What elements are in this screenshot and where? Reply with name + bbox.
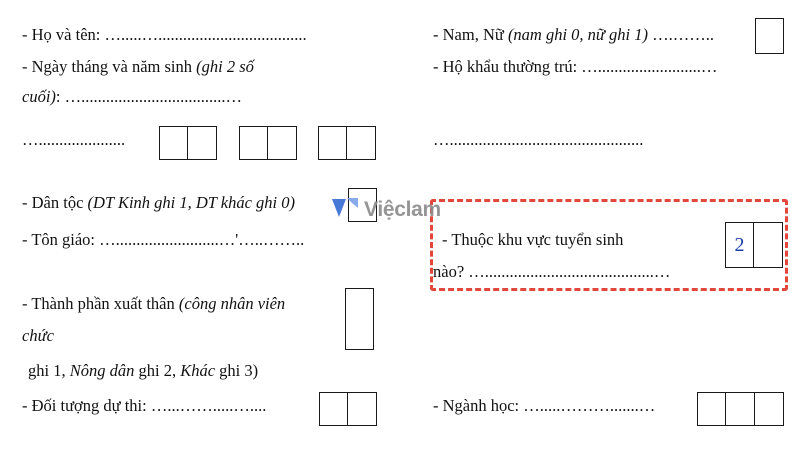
answer-cell-value	[319, 127, 346, 159]
answer-box-gender[interactable]	[755, 18, 784, 54]
field-permanent-residence: - Hộ khẩu thường trú: ….........................…	[433, 57, 718, 76]
field-admission-region-cont: nào? ….........................................…	[433, 262, 671, 281]
answer-box-birth-day[interactable]	[159, 126, 217, 160]
answer-cell[interactable]	[159, 126, 188, 160]
field-gender	[433, 25, 714, 45]
field-gender-label: - Nam, Nữ	[433, 25, 508, 44]
answer-cell-value	[698, 393, 725, 425]
field-birthdate-note-cont: cuối)	[22, 87, 56, 106]
field-ethnicity	[22, 193, 295, 213]
field-gender-note: (nam ghi 0, nữ ghi 1)	[507, 25, 649, 44]
answer-cell[interactable]	[755, 18, 784, 54]
answer-cell[interactable]	[239, 126, 268, 160]
answer-cell[interactable]	[268, 126, 297, 160]
answer-cell[interactable]	[345, 288, 374, 350]
field-ethnicity-label: - Dân tộc	[22, 193, 88, 212]
field-major: - Ngành học: ….....……….......…	[433, 396, 656, 415]
answer-box-exam-subject-group[interactable]	[319, 392, 377, 426]
field-birthdate	[22, 57, 254, 77]
field-full-name: - Họ và tên: ….....…....................................	[22, 25, 307, 44]
answer-cell-value	[726, 393, 754, 425]
answer-box-birth-year[interactable]	[318, 126, 376, 160]
answer-cell-value	[320, 393, 347, 425]
social-origin-part-2: Nông dân	[69, 361, 135, 380]
field-birthdate-dots-line: ….....................	[22, 130, 126, 149]
answer-cell-value	[347, 127, 375, 159]
answer-cell[interactable]	[347, 126, 376, 160]
field-ethnicity-note: (DT Kinh ghi 1, DT khác ghi 0)	[87, 193, 296, 212]
answer-cell-value: 2	[734, 234, 745, 256]
social-origin-part-3: ghi 2,	[134, 361, 181, 380]
highlight-annotation-box	[430, 199, 788, 291]
field-permanent-residence-dots: …...............................................	[433, 130, 644, 149]
answer-cell[interactable]	[348, 392, 377, 426]
answer-cell-value	[188, 127, 216, 159]
answer-cell-value	[240, 127, 267, 159]
answer-cell[interactable]	[726, 392, 755, 426]
answer-cell-value	[346, 289, 373, 349]
field-birthdate-note: (ghi 2 số	[196, 57, 254, 76]
field-exam-subject-group: - Đối tượng dự thi: …...…….....…....	[22, 396, 267, 415]
answer-cell-value	[756, 19, 783, 53]
social-origin-part-1: ghi 1,	[28, 361, 70, 380]
answer-cell[interactable]	[755, 392, 784, 426]
answer-cell-value	[755, 393, 783, 425]
social-origin-part-5: ghi 3)	[215, 361, 259, 380]
field-birthdate-label: - Ngày tháng và năm sinh	[22, 57, 197, 76]
answer-cell[interactable]	[697, 392, 726, 426]
answer-box-major[interactable]	[697, 392, 784, 426]
answer-cell-value	[348, 393, 376, 425]
answer-box-birth-month[interactable]	[239, 126, 297, 160]
watermark-logo-icon	[330, 196, 360, 224]
answer-cell-value	[268, 127, 296, 159]
watermark	[330, 196, 441, 224]
field-social-origin-note-3	[28, 361, 258, 381]
answer-cell[interactable]	[319, 392, 348, 426]
answer-cell-value	[160, 127, 187, 159]
answer-cell[interactable]	[318, 126, 347, 160]
field-social-origin-note-2: chức	[22, 326, 54, 345]
field-social-origin-note: (công nhân viên	[178, 294, 286, 313]
watermark-text: Việclam	[364, 198, 441, 221]
social-origin-part-4: Khác	[180, 361, 216, 380]
answer-cell[interactable]	[188, 126, 217, 160]
field-religion: - Tôn giáo: ….........................…'…..……..	[22, 230, 305, 249]
field-social-origin	[22, 294, 285, 314]
field-admission-region: - Thuộc khu vực tuyển sinh	[442, 230, 624, 249]
field-birthdate-cont	[22, 87, 242, 107]
field-birthdate-dots: : …...................................…	[55, 87, 242, 106]
answer-box-social-origin[interactable]	[345, 288, 374, 350]
field-social-origin-label: - Thành phần xuất thân	[22, 294, 179, 313]
field-gender-dots: ….……..	[648, 25, 715, 44]
